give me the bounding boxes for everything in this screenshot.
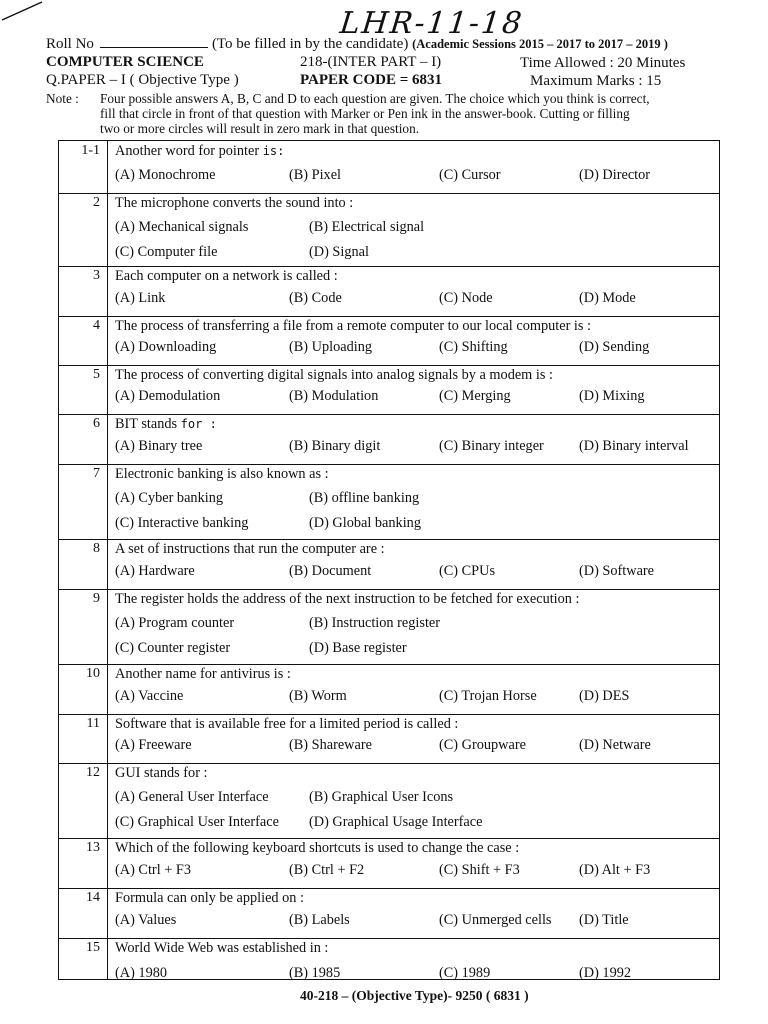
question-stem-suffix: for :	[180, 417, 217, 431]
question-stem-text: Which of the following keyboard shortcuts is used to change the case :	[115, 840, 520, 856]
question-row	[59, 193, 719, 267]
question-stem	[115, 367, 553, 384]
option-c: (C) Merging	[439, 388, 511, 404]
question-row	[59, 266, 719, 317]
option-d: (D) Graphical Usage Interface	[309, 814, 483, 830]
option-b: (B) Binary digit	[289, 438, 381, 454]
question-number: 8	[93, 541, 100, 556]
option-a: (A) Vaccine	[115, 688, 184, 704]
option-b: (B) offline banking	[309, 490, 420, 506]
question-stem-suffix: is:	[262, 144, 285, 158]
option-d: (D) Mixing	[579, 388, 645, 404]
option-a: (A) Downloading	[115, 339, 217, 355]
option-c: (C) Unmerged cells	[439, 912, 552, 928]
question-stem-text: Another name for antivirus is :	[115, 666, 291, 682]
question-stem-text: Software that is available free for a limited period is called :	[115, 716, 459, 732]
question-row	[59, 838, 719, 889]
option-d: (D) Director	[579, 167, 651, 183]
handwritten-code: LHR-11-18	[338, 6, 526, 41]
question-stem-text: Formula can only be applied on :	[115, 890, 304, 906]
question-stem-text: BIT stands	[115, 416, 178, 432]
option-c: (C) Counter register	[115, 640, 231, 656]
option-c: (C) Cursor	[439, 167, 501, 183]
max-marks: Maximum Marks : 15	[530, 73, 662, 89]
paper-type: Q.PAPER – I ( Objective Type )	[46, 72, 239, 88]
paper-code: PAPER CODE = 6831	[300, 72, 443, 88]
question-stem	[115, 143, 284, 160]
pen-stroke-mark	[0, 0, 60, 24]
time-allowed: Time Allowed : 20 Minutes	[520, 55, 686, 71]
option-a: (A) Binary tree	[115, 438, 203, 454]
option-c: (C) Graphical User Interface	[115, 814, 279, 830]
question-row	[59, 141, 719, 194]
note-text	[100, 91, 720, 136]
roll-no-note: (To be filled in by the candidate)	[211, 36, 409, 52]
question-number: 6	[93, 416, 100, 431]
question-row	[59, 888, 719, 939]
question-stem-text: Electronic banking is also known as :	[115, 466, 329, 482]
option-b: (B) Code	[289, 290, 342, 306]
question-row	[59, 414, 719, 465]
option-c: (C) 1989	[439, 965, 491, 981]
question-number: 4	[93, 318, 100, 333]
note-label: Note :	[46, 91, 79, 106]
option-c: (C) CPUs	[439, 563, 496, 579]
option-c: (C) Trojan Horse	[439, 688, 537, 704]
option-b: (B) 1985	[289, 965, 341, 981]
option-d: (D) DES	[579, 688, 630, 704]
option-b: (B) Graphical User Icons	[309, 789, 454, 805]
subject-title: COMPUTER SCIENCE	[46, 54, 204, 70]
question-stem	[115, 466, 329, 483]
question-row	[59, 763, 719, 839]
question-stem-text: A set of instructions that run the computer are :	[115, 541, 385, 557]
option-b: (B) Uploading	[289, 339, 372, 355]
option-b: (B) Instruction register	[309, 615, 441, 631]
question-number: 1-1	[81, 143, 100, 158]
question-stem-text: The process of transferring a file from a remote computer to our local computer is :	[115, 318, 591, 334]
part-label: 218-(INTER PART – I)	[300, 54, 442, 70]
option-c: (C) Node	[439, 290, 493, 306]
option-a: (A) Program counter	[115, 615, 235, 631]
question-stem-text: World Wide Web was established in :	[115, 940, 329, 956]
option-d: (D) Global banking	[309, 515, 421, 531]
question-number: 7	[93, 466, 100, 481]
option-d: (D) 1992	[579, 965, 632, 981]
option-d: (D) Binary interval	[579, 438, 689, 454]
option-a: (A) Ctrl + F3	[115, 862, 191, 878]
question-number: 2	[93, 195, 100, 210]
option-d: (D) Title	[579, 912, 629, 928]
option-d: (D) Sending	[579, 339, 650, 355]
note-line-2: fill that circle in front of that question with Marker or Pen ink in the answer-book. Cutting or filling	[100, 106, 630, 121]
question-row	[59, 464, 719, 540]
question-stem-text: The microphone converts the sound into :	[115, 195, 354, 211]
option-a: (A) General User Interface	[115, 789, 269, 805]
note-line-1: Four possible answers A, B, C and D to each question are given. The choice which you think is correct,	[100, 91, 650, 106]
footer-code: 40-218 – (Objective Type)- 9250 ( 6831 )	[300, 988, 529, 1003]
option-d: (D) Mode	[579, 290, 636, 306]
option-b: (B) Shareware	[289, 737, 372, 753]
option-a: (A) Mechanical signals	[115, 219, 249, 235]
option-b: (B) Ctrl + F2	[289, 862, 365, 878]
question-number: 12	[86, 765, 100, 780]
roll-no-label: Roll No	[46, 36, 94, 52]
roll-no-row	[46, 36, 668, 53]
question-number: 11	[86, 716, 100, 731]
question-row	[59, 589, 719, 665]
question-row	[59, 664, 719, 715]
question-stem-text: Another word for pointer	[115, 143, 260, 159]
option-b: (B) Modulation	[289, 388, 379, 404]
question-stem-text: GUI stands for :	[115, 765, 208, 781]
roll-no-blank	[100, 36, 208, 48]
questions-table	[58, 140, 720, 980]
option-a: (A) Values	[115, 912, 177, 928]
academic-sessions: (Academic Sessions 2015 – 2017 to 2017 – 2019 )	[412, 37, 668, 51]
option-b: (B) Pixel	[289, 167, 342, 183]
question-stem	[115, 268, 338, 285]
option-c: (C) Groupware	[439, 737, 526, 753]
question-stem	[115, 765, 208, 782]
option-b: (B) Labels	[289, 912, 350, 928]
option-a: (A) Monochrome	[115, 167, 216, 183]
question-row	[59, 316, 719, 366]
option-c: (C) Shift + F3	[439, 862, 520, 878]
question-stem	[115, 940, 328, 957]
question-stem	[115, 890, 304, 907]
option-c: (C) Binary integer	[439, 438, 544, 454]
option-a: (A) Link	[115, 290, 166, 306]
question-number: 10	[86, 666, 100, 681]
question-stem-text: The process of converting digital signals into analog signals by a modem is :	[115, 367, 553, 383]
option-b: (B) Worm	[289, 688, 347, 704]
option-c: (C) Shifting	[439, 339, 508, 355]
option-d: (D) Netware	[579, 737, 651, 753]
question-stem	[115, 840, 519, 857]
question-row	[59, 365, 719, 415]
question-stem	[115, 318, 591, 335]
option-a: (A) Freeware	[115, 737, 192, 753]
option-a: (A) Hardware	[115, 563, 195, 579]
option-b: (B) Electrical signal	[309, 219, 425, 235]
question-number: 9	[93, 591, 100, 606]
option-a: (A) Demodulation	[115, 388, 221, 404]
option-a: (A) 1980	[115, 965, 168, 981]
option-c: (C) Computer file	[115, 244, 218, 260]
question-stem	[115, 541, 385, 558]
option-c: (C) Interactive banking	[115, 515, 249, 531]
option-d: (D) Software	[579, 563, 655, 579]
question-row	[59, 539, 719, 590]
question-number: 13	[86, 840, 100, 855]
option-d: (D) Base register	[309, 640, 407, 656]
question-number: 15	[86, 940, 100, 955]
question-stem-text: The register holds the address of the next instruction to be fetched for execution :	[115, 591, 580, 607]
option-d: (D) Signal	[309, 244, 369, 260]
question-stem	[115, 591, 580, 608]
question-row	[59, 714, 719, 764]
question-number: 14	[86, 890, 100, 905]
question-stem	[115, 416, 217, 433]
question-number: 3	[93, 268, 100, 283]
question-stem	[115, 195, 353, 212]
question-row	[59, 938, 719, 991]
option-d: (D) Alt + F3	[579, 862, 651, 878]
question-stem	[115, 716, 458, 733]
option-a: (A) Cyber banking	[115, 490, 223, 506]
option-b: (B) Document	[289, 563, 372, 579]
question-number: 5	[93, 367, 100, 382]
question-stem	[115, 666, 291, 683]
question-stem-text: Each computer on a network is called :	[115, 268, 338, 284]
note-line-3: two or more circles will result in zero mark in that question.	[100, 121, 420, 136]
